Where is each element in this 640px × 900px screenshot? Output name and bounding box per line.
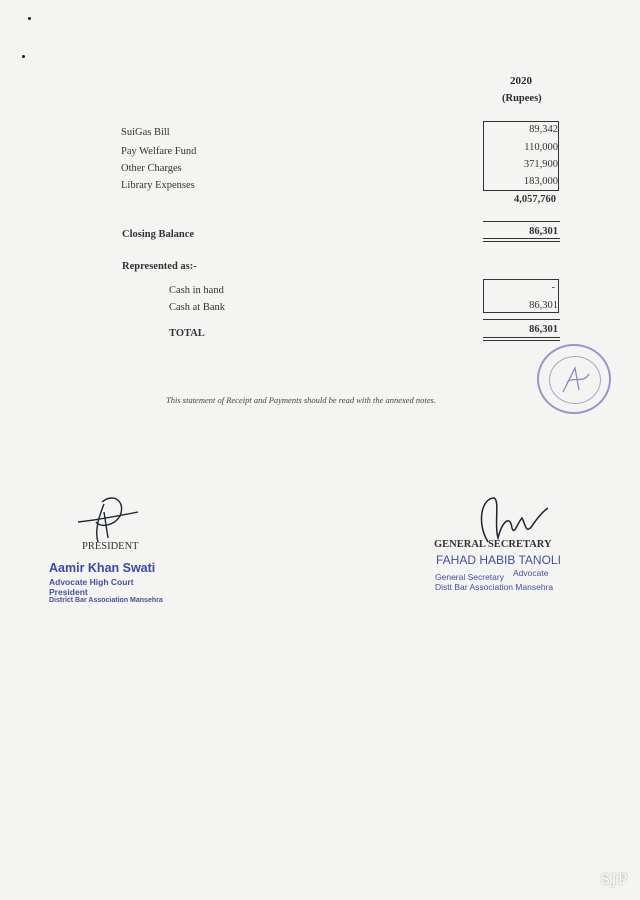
currency-unit: (Rupees) [502,93,542,104]
secretary-name: FAHAD HABIB TANOLI [436,553,561,567]
secretary-association: Distt Bar Association Mansehra [435,582,554,592]
rule-above-closing [483,221,560,222]
total-value: 86,301 [529,324,558,335]
secretary-title: GENERAL SECRETARY [434,539,552,550]
expense-label-library: Library Expenses [121,180,195,191]
cash-at-bank-value: 86,301 [529,300,558,311]
secretary-designation: General Secretary [435,572,504,582]
president-association: District Bar Association Mansehra [49,597,163,604]
stamp-signature-icon [557,362,595,398]
president-signature-icon [74,492,144,548]
expense-label-other: Other Charges [121,163,182,174]
total-expenses-value: 4,057,760 [514,194,556,205]
total-label: TOTAL [169,328,205,339]
expense-label-welfare: Pay Welfare Fund [121,146,197,157]
closing-balance-label: Closing Balance [122,229,195,240]
expense-value-welfare: 110,000 [524,142,558,153]
scan-dot [28,17,31,20]
president-name: Aamir Khan Swati [49,561,156,575]
cash-in-hand-value: - [551,282,555,293]
expense-value-suigas: 89,342 [529,124,558,135]
closing-balance-value: 86,301 [529,226,558,237]
cash-in-hand-label: Cash in hand [169,285,224,296]
rule-below-total-1 [483,337,560,338]
rule-below-closing-1 [483,238,560,239]
corner-watermark: SJP [600,872,628,888]
rule-below-total-2 [483,340,560,341]
president-role: President [49,587,88,597]
secretary-advocate: Advocate [513,568,549,578]
expense-value-other: 371,900 [523,159,558,170]
cash-at-bank-label: Cash at Bank [169,302,225,313]
annexed-notes-statement: This statement of Receipt and Payments should be read with the annexed notes. [166,395,436,405]
expense-value-library: 183,000 [523,176,558,187]
president-title: PRESIDENT [82,541,139,552]
rule-above-total [483,319,560,320]
rule-below-closing-2 [483,241,560,242]
represented-heading: Represented as:- [122,261,197,272]
president-designation: Advocate High Court [49,577,134,587]
expense-label-suigas: SuiGas Bill [121,127,170,138]
year-heading: 2020 [510,75,532,87]
auditor-stamp [537,344,611,414]
scan-dot [22,55,25,58]
